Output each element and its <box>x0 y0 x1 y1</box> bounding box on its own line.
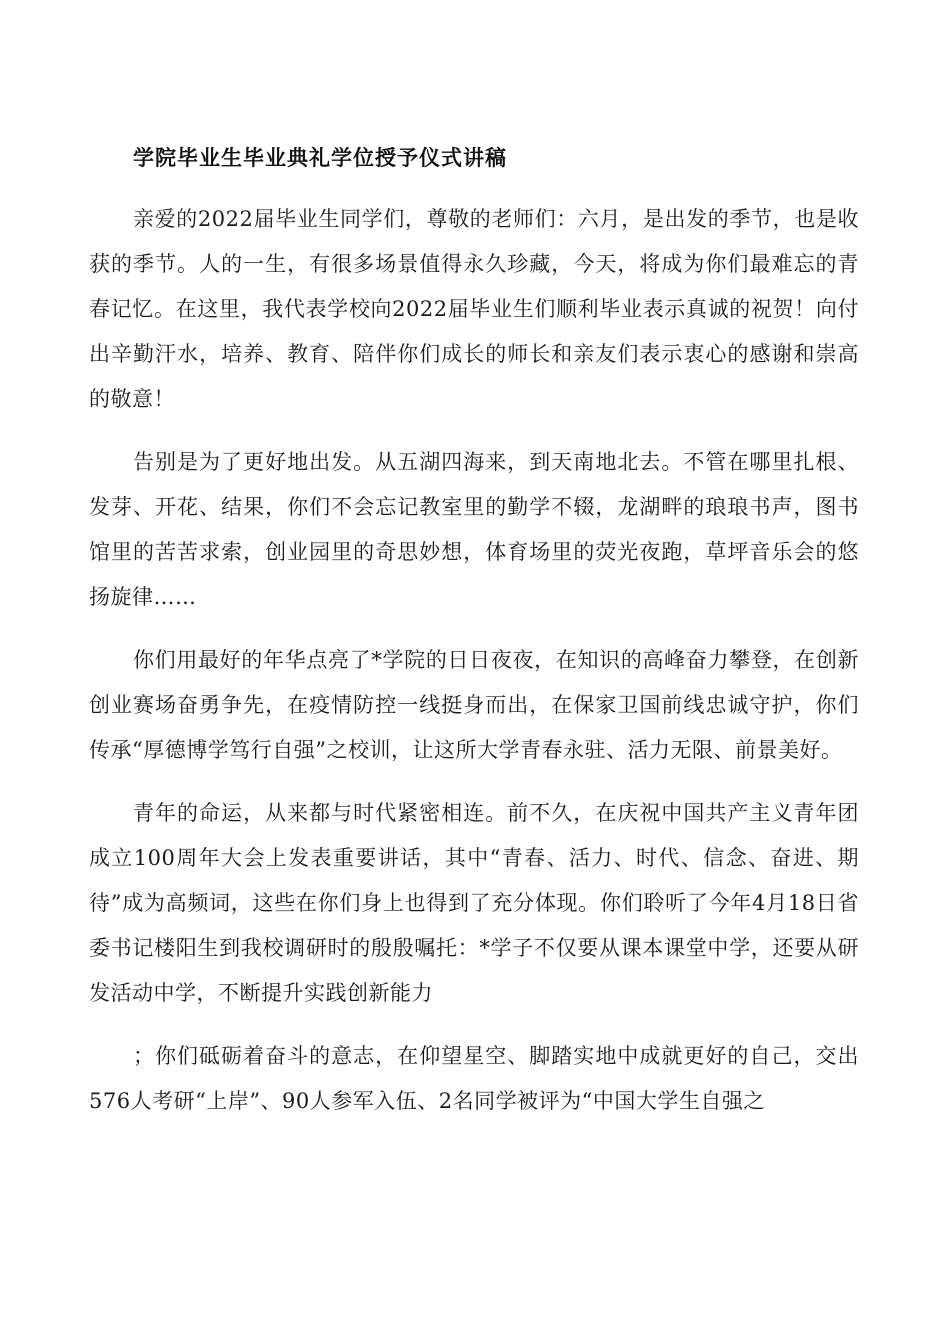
document-body <box>89 197 859 1124</box>
document-title: 学院毕业生毕业典礼学位授予仪式讲稿 <box>133 145 507 170</box>
paragraph-2: 告别是为了更好地出发。从五湖四海来，到天南地北去。不管在哪里扎根、发芽、开花、结果，你们不会忘记教室里的勤学不辍，龙湖畔的琅琅书声，图书馆里的苦苦求索，创业园里的奇思妙想，体育场里的荧光夜跑，草坪音乐会的悠扬旋律…… <box>89 450 859 609</box>
paragraph-1: 亲爱的2022届毕业生同学们，尊敬的老师们：六月，是出发的季节，也是收获的季节。人的一生，有很多场景值得永久珍藏，今天，将成为你们最难忘的青春记忆。在这里，我代表学校向2022届毕业生们顺利毕业表示真诚的祝贺！向付出辛勤汗水，培养、教育、陪伴你们成长的师长和亲友们表示衷心的感谢和崇高的敬意！ <box>89 207 859 411</box>
paragraph-3: 你们用最好的年华点亮了*学院的日日夜夜，在知识的高峰奋力攀登，在创新创业赛场奋勇争先，在疫情防控一线挺身而出，在保家卫国前线忠诚守护，你们传承“厚德博学笃行自强”之校训，让这所大学青春永驻、活力无限、前景美好。 <box>89 648 859 762</box>
paragraph-4: 青年的命运，从来都与时代紧密相连。前不久，在庆祝中国共产主义青年团成立100周年大会上发表重要讲话，其中“青春、活力、时代、信念、奋进、期待”成为高频词，这些在你们身上也得到了充分体现。你们聆听了今年4月18日省委书记楼阳生到我校调研时的殷殷嘱托：*学子不仅要从课本课堂中学，还要从研发活动中学，不断提升实践创新能力 <box>89 801 859 1005</box>
paragraph-5: ；你们砥砺着奋斗的意志，在仰望星空、脚踏实地中成就更好的自己，交出576人考研“上岸”、90人参军入伍、2名同学被评为“中国大学生自强之 <box>89 1044 859 1113</box>
